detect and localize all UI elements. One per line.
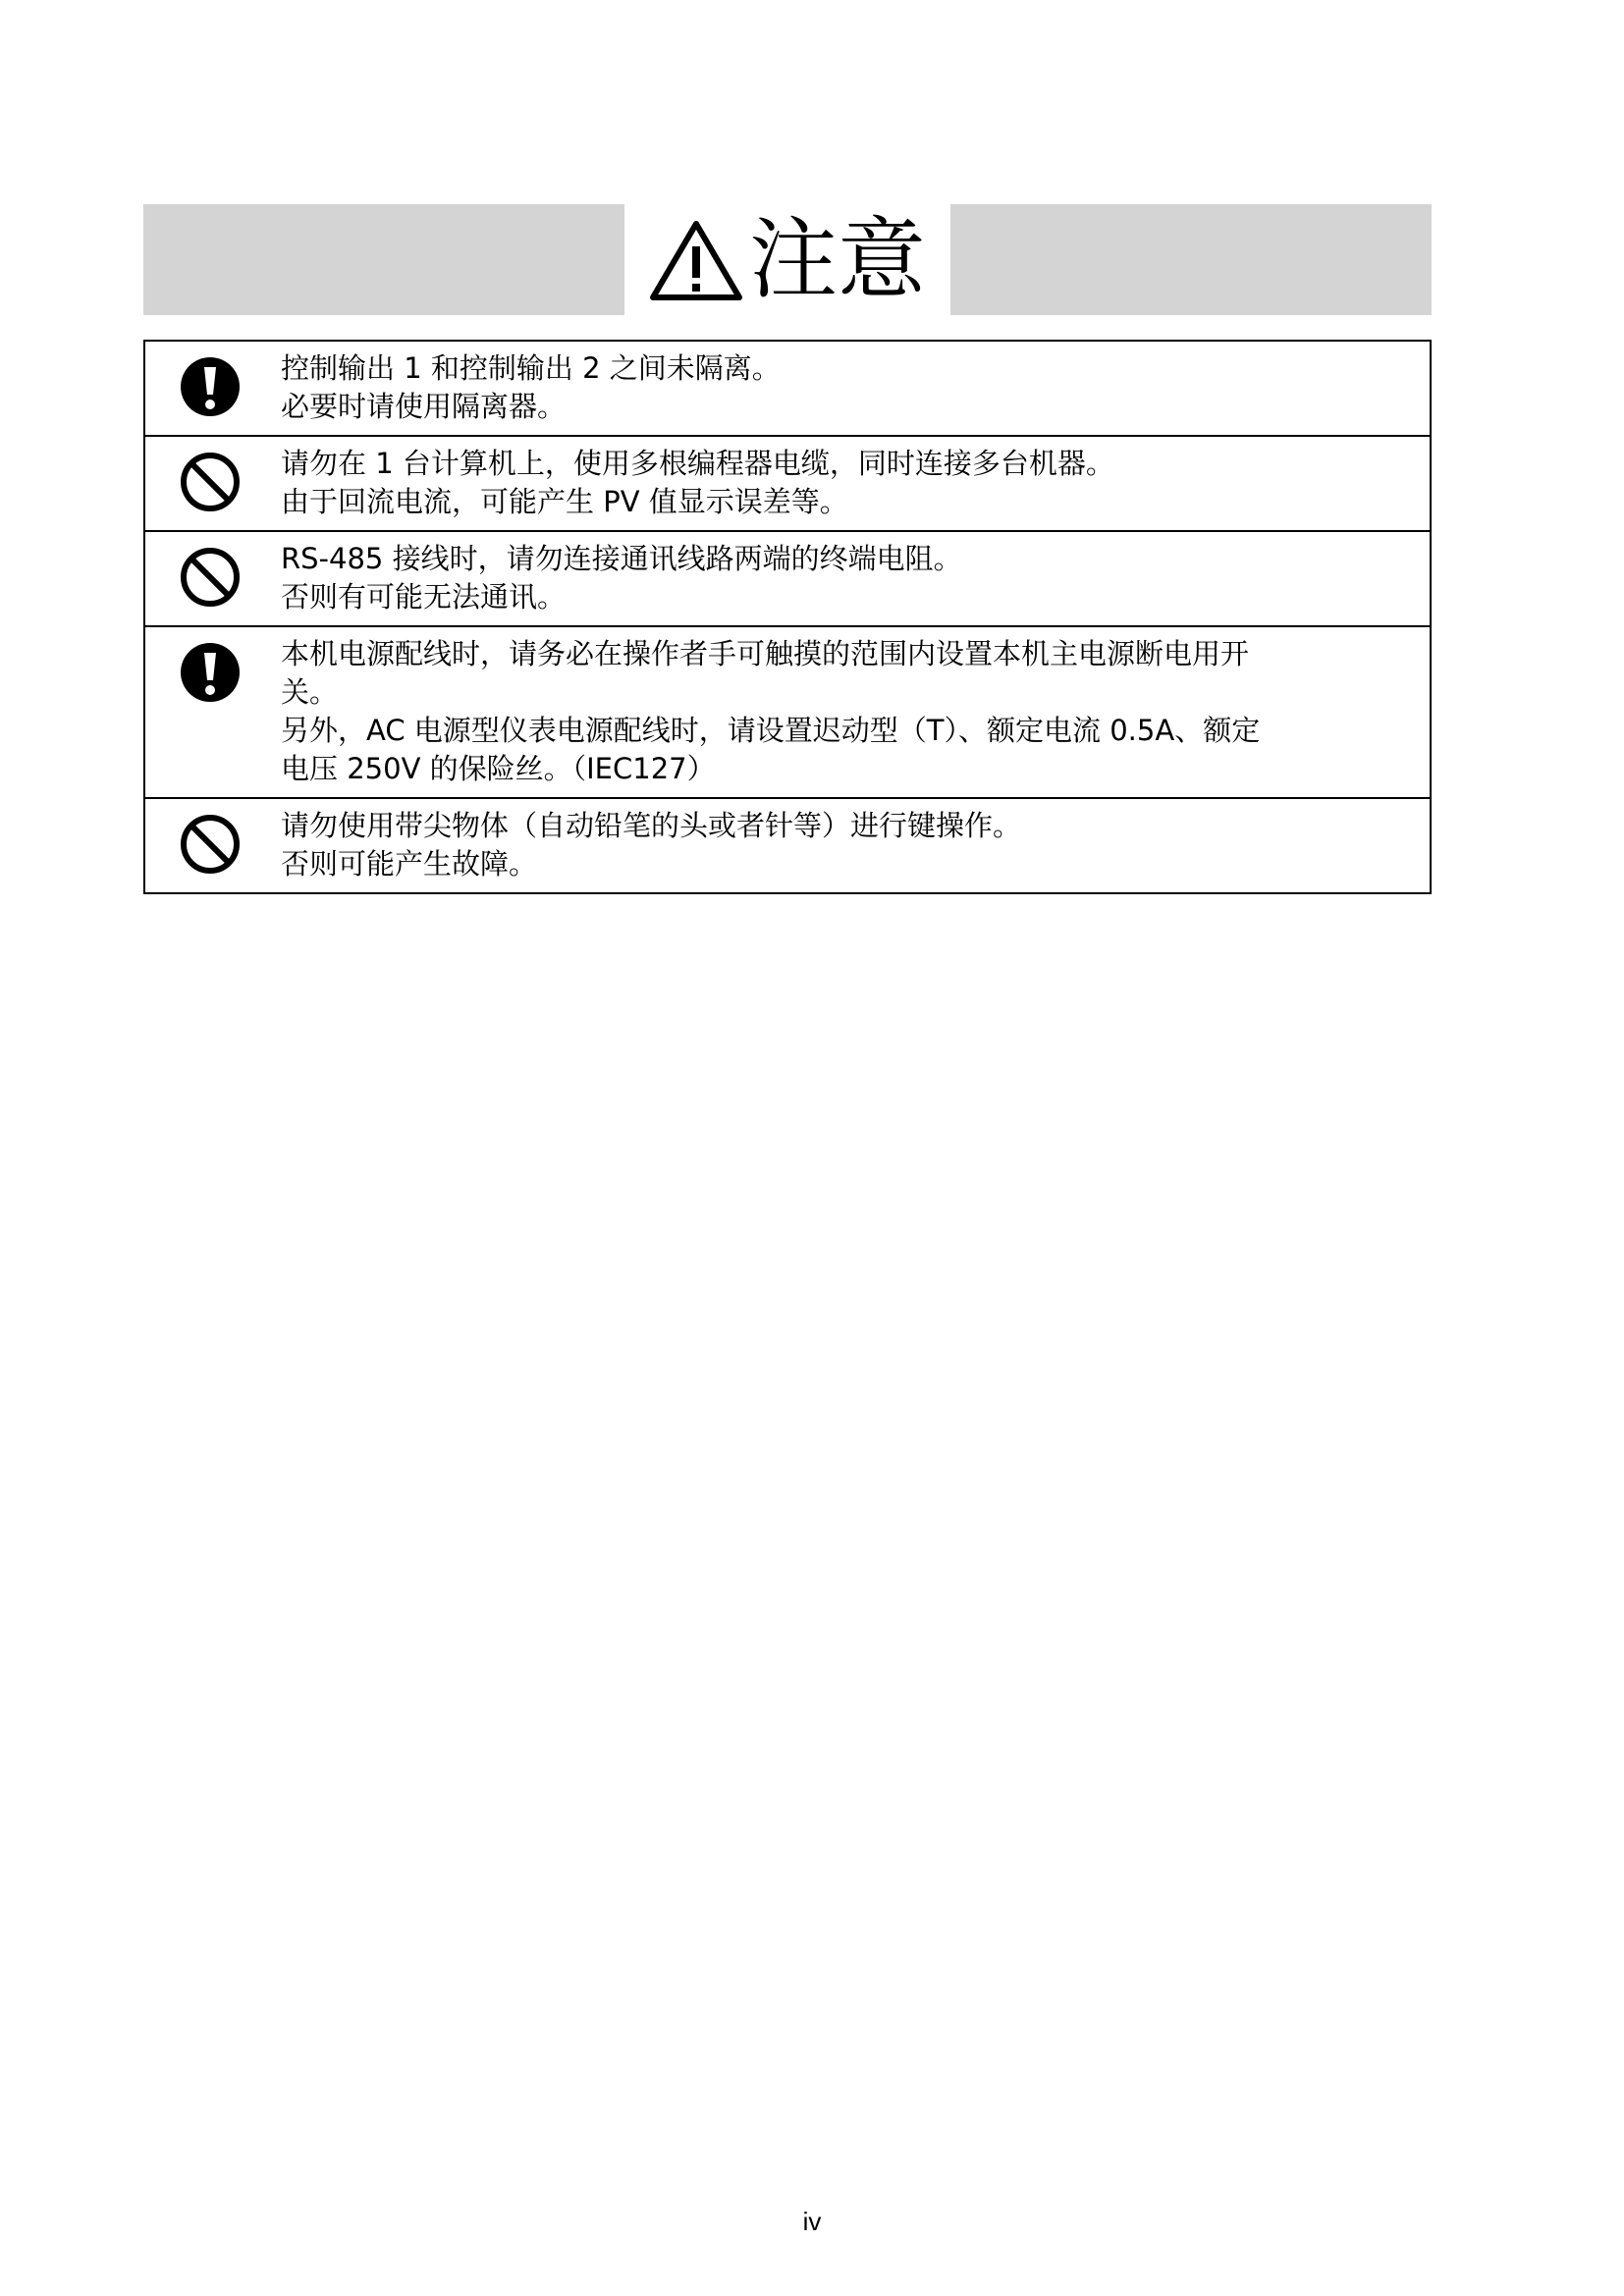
notice-text	[275, 627, 1430, 797]
notice-line: 另外，AC 电源型仪表电源配线时，请设置迟动型（T）、额定电流 0.5A、额定	[281, 714, 1261, 747]
notice-line: 本机电源配线时，请务必在操作者手可触摸的范围内设置本机主电源断电用开	[281, 637, 1250, 670]
notice-line: 否则可能产生故障。	[281, 847, 538, 881]
notice-row	[145, 625, 1430, 797]
header-bar-left	[143, 204, 624, 315]
notice-row	[145, 435, 1430, 530]
page-number: iv	[802, 2207, 822, 2236]
warning-triangle-icon	[649, 219, 743, 301]
page-title: 注意	[749, 207, 926, 311]
notice-row	[145, 342, 1430, 435]
notice-line: 否则有可能无法通讯。	[281, 580, 567, 614]
notice-text	[275, 532, 1430, 625]
mandatory-exclamation-icon	[145, 342, 275, 435]
notice-line: 电压 250V 的保险丝。（IEC127）	[281, 752, 716, 785]
notice-line: 控制输出 1 和控制输出 2 之间未隔离。	[281, 351, 781, 385]
header-title-block	[624, 204, 950, 315]
prohibition-icon	[145, 799, 275, 892]
notice-row	[145, 797, 1430, 892]
notice-line: 请勿在 1 台计算机上，使用多根编程器电缆，同时连接多台机器。	[281, 447, 1114, 480]
mandatory-exclamation-icon	[145, 627, 275, 797]
notice-line: 由于回流电流，可能产生 PV 值显示误差等。	[281, 485, 848, 518]
notice-line: RS-485 接线时，请勿连接通讯线路两端的终端电阻。	[281, 542, 962, 575]
prohibition-icon	[145, 437, 275, 530]
notice-text	[275, 799, 1430, 892]
caution-table	[143, 340, 1432, 894]
notice-row	[145, 530, 1430, 625]
header-bar-right	[950, 204, 1432, 315]
caution-header	[143, 204, 1432, 315]
notice-text	[275, 437, 1430, 530]
prohibition-icon	[145, 532, 275, 625]
notice-line: 必要时请使用隔离器。	[281, 390, 567, 423]
notice-text	[275, 342, 1430, 435]
notice-line: 请勿使用带尖物体（自动铅笔的头或者针等）进行键操作。	[281, 809, 1022, 842]
notice-line: 关。	[281, 675, 339, 709]
